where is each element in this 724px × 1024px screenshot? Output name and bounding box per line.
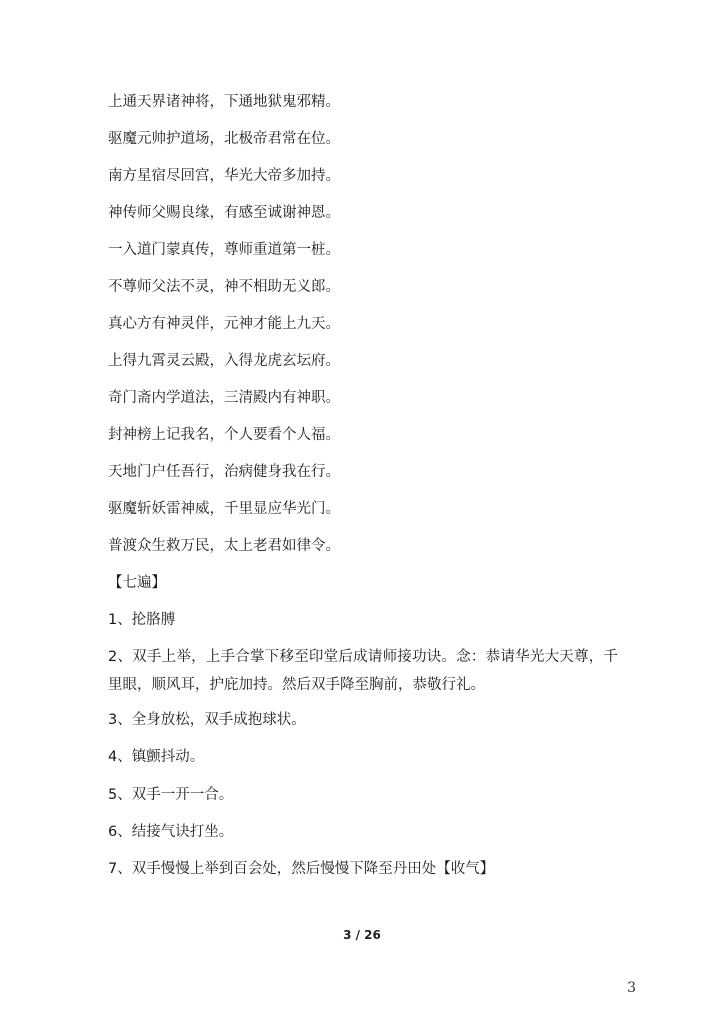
page-indicator: 3 / 26 [343,928,381,942]
verse-line-11: 天地门户任吾行，治病健身我在行。 [108,464,340,480]
verse-line-1: 上通天界诸神将，下通地狱鬼邪精。 [108,94,340,110]
step-1: 1、抡胳膊 [108,612,176,628]
verse-line-9: 奇门斋内学道法，三清殿内有神职。 [108,390,340,406]
step-7: 7、双手慢慢上举到百会处，然后慢慢下降至丹田处【收气】 [108,861,495,877]
verse-line-7: 真心方有神灵伴，元神才能上九天。 [108,316,340,332]
verse-line-12: 驱魔斩妖雷神威，千里显应华光门。 [108,501,340,517]
step-2: 2、双手上举，上手合掌下移至印堂后成请师接功诀。念：恭请华光大天尊，千里眼，顺风耳，护庇加持。然后双手降至胸前，恭敬行礼。 [108,649,618,693]
verse-line-4: 神传师父赐良缘，有感至诚谢神恩。 [108,205,340,221]
verse-line-3: 南方星宿尽回宫，华光大帝多加持。 [108,168,340,184]
verse-line-13: 普渡众生救万民，太上老君如律令。 [108,538,340,554]
verse-line-6: 不尊师父法不灵，神不相助无义郎。 [108,279,340,295]
step-3: 3、全身放松，双手成抱球状。 [108,712,306,728]
verse-line-8: 上得九霄灵云殿，入得龙虎玄坛府。 [108,353,340,369]
verse-line-10: 封神榜上记我名，个人要看个人福。 [108,427,340,443]
step-5: 5、双手一开一合。 [108,787,234,803]
verse-line-2: 驱魔元帅护道场，北极帝君常在位。 [108,131,340,147]
step-4: 4、镇颤抖动。 [108,749,205,765]
verse-line-5: 一入道门蒙真传，尊师重道第一桩。 [108,242,340,258]
section-heading: 【七遍】 [108,575,166,591]
corner-page-number: 3 [627,980,636,996]
step-6: 6、结接气诀打坐。 [108,824,234,840]
